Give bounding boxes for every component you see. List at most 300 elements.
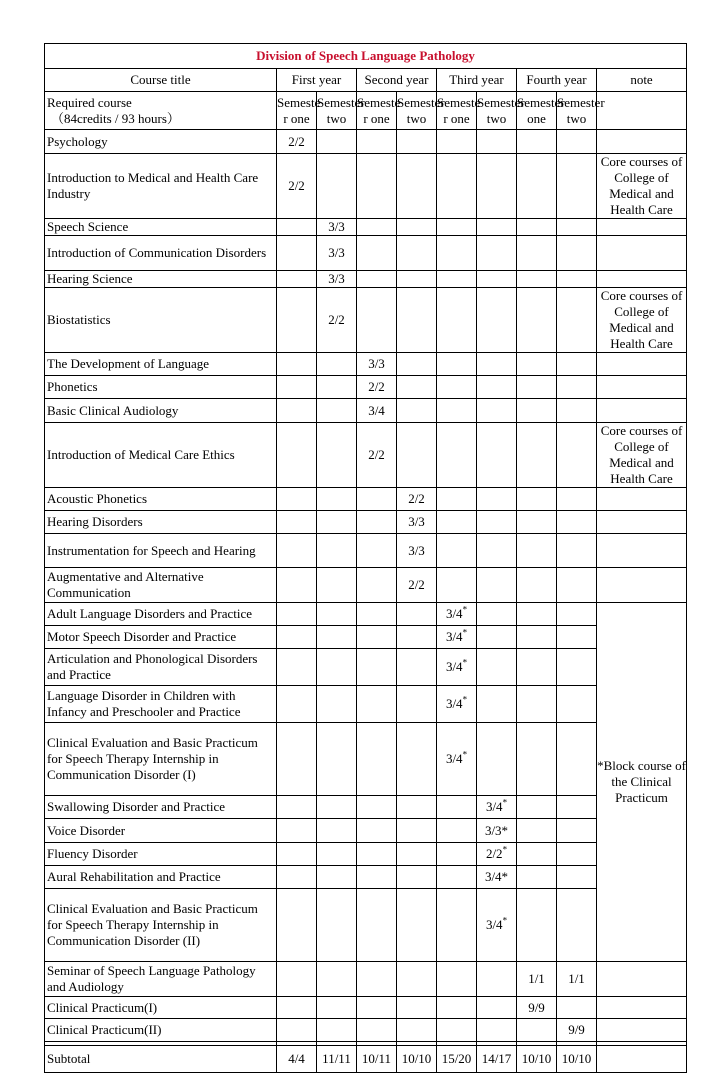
empty-cell — [317, 603, 357, 626]
empty-cell — [357, 962, 397, 997]
empty-cell — [357, 866, 397, 889]
empty-cell — [517, 219, 557, 236]
empty-cell — [277, 819, 317, 843]
course-row — [45, 962, 687, 997]
semester-header: Semester two — [477, 92, 517, 130]
semester-header: Semester two — [557, 92, 597, 130]
subtotal-value: 10/10 — [397, 1046, 437, 1073]
empty-cell — [477, 997, 517, 1019]
empty-cell — [357, 534, 397, 568]
credit-value: 3/3* — [484, 822, 509, 838]
empty-cell — [357, 843, 397, 866]
empty-cell — [277, 376, 317, 399]
empty-cell — [357, 603, 397, 626]
empty-cell — [357, 130, 397, 154]
semester-header: Semester one — [517, 92, 557, 130]
empty-cell — [557, 843, 597, 866]
empty-cell — [397, 353, 437, 376]
credit-cell — [477, 819, 517, 843]
credit-cell — [357, 353, 397, 376]
empty-cell — [557, 723, 597, 796]
course-row — [45, 1019, 687, 1042]
empty-cell — [437, 568, 477, 603]
course-name: Clinical Evaluation and Basic Practicum for Speech Therapy Internship in Communication Disorder (I) — [45, 723, 277, 796]
credit-value: 2/2 — [288, 178, 305, 193]
subtotal-row — [45, 1046, 687, 1073]
empty-cell — [557, 997, 597, 1019]
note-cell — [597, 511, 687, 534]
empty-cell — [277, 534, 317, 568]
empty-cell — [397, 154, 437, 219]
empty-cell — [277, 271, 317, 288]
empty-cell — [477, 686, 517, 723]
empty-cell — [277, 866, 317, 889]
credit-cell — [277, 154, 317, 219]
empty-cell — [517, 423, 557, 488]
note-cell — [597, 376, 687, 399]
credit-value: 2/2 — [328, 312, 345, 327]
credit-cell — [437, 723, 477, 796]
course-row — [45, 843, 687, 866]
course-name: Hearing Science — [45, 271, 277, 288]
empty-cell — [357, 511, 397, 534]
course-row — [45, 626, 687, 649]
block-course-note: *Block course of the Clinical Practicum — [597, 603, 687, 962]
subtotal-value: 10/10 — [517, 1046, 557, 1073]
empty-cell — [557, 399, 597, 423]
empty-cell — [477, 626, 517, 649]
credit-cell — [397, 511, 437, 534]
subtotal-value: 15/20 — [437, 1046, 477, 1073]
course-row — [45, 796, 687, 819]
empty-cell — [517, 843, 557, 866]
empty-cell — [517, 796, 557, 819]
semester-header: Semeste r one — [277, 92, 317, 130]
empty-cell — [517, 130, 557, 154]
empty-cell — [277, 288, 317, 353]
empty-cell — [357, 568, 397, 603]
course-row — [45, 399, 687, 423]
credit-value: 3/3 — [408, 514, 425, 529]
empty-cell — [477, 649, 517, 686]
credit-value: 3/4 — [485, 799, 503, 814]
course-name: The Development of Language — [45, 353, 277, 376]
subtotal-value: 10/10 — [557, 1046, 597, 1073]
empty-cell — [437, 488, 477, 511]
empty-cell — [317, 686, 357, 723]
empty-cell — [477, 376, 517, 399]
course-name: Basic Clinical Audiology — [45, 399, 277, 423]
empty-cell — [557, 271, 597, 288]
empty-cell — [557, 130, 597, 154]
empty-cell — [277, 219, 317, 236]
empty-cell — [437, 1019, 477, 1042]
empty-cell — [397, 997, 437, 1019]
course-row — [45, 288, 687, 353]
empty-cell — [397, 686, 437, 723]
empty-cell — [357, 819, 397, 843]
credit-cell — [477, 843, 517, 866]
block-course-mark: * — [462, 694, 468, 705]
empty-cell — [437, 271, 477, 288]
empty-cell — [477, 236, 517, 271]
empty-cell — [397, 843, 437, 866]
empty-cell — [517, 686, 557, 723]
empty-cell — [357, 649, 397, 686]
credit-value: 3/4 — [368, 402, 385, 418]
credit-cell — [477, 796, 517, 819]
course-row — [45, 353, 687, 376]
course-name: Motor Speech Disorder and Practice — [45, 626, 277, 649]
empty-cell — [517, 236, 557, 271]
credit-value: 3/4 — [445, 606, 463, 621]
empty-cell — [357, 723, 397, 796]
credit-value: 2/2 — [408, 577, 425, 592]
empty-cell — [437, 423, 477, 488]
note-cell — [597, 219, 687, 236]
empty-cell — [477, 154, 517, 219]
core-course-note: Core courses of College of Medical and Health Care — [597, 288, 687, 353]
empty-cell — [517, 271, 557, 288]
note-cell — [597, 353, 687, 376]
empty-cell — [517, 488, 557, 511]
empty-cell — [277, 236, 317, 271]
empty-cell — [437, 866, 477, 889]
empty-cell — [477, 353, 517, 376]
empty-cell — [437, 962, 477, 997]
empty-cell — [557, 626, 597, 649]
empty-cell — [277, 353, 317, 376]
empty-cell — [317, 997, 357, 1019]
empty-cell — [357, 219, 397, 236]
empty-cell — [557, 376, 597, 399]
empty-cell — [277, 488, 317, 511]
credit-cell — [437, 626, 477, 649]
empty-cell — [517, 819, 557, 843]
course-name: Language Disorder in Children with Infancy and Preschooler and Practice — [45, 686, 277, 723]
required-course-label: Required course — [47, 94, 132, 110]
subtotal-label: Subtotal — [45, 1046, 277, 1073]
empty-cell — [437, 219, 477, 236]
course-row — [45, 686, 687, 723]
empty-cell — [397, 130, 437, 154]
empty-cell — [397, 649, 437, 686]
empty-cell — [357, 796, 397, 819]
empty-cell — [277, 1019, 317, 1042]
empty-cell — [517, 568, 557, 603]
course-name: Introduction of Communication Disorders — [45, 236, 277, 271]
credit-cell — [357, 423, 397, 488]
note-header: note — [597, 69, 687, 92]
empty-cell — [477, 534, 517, 568]
credit-cell — [357, 399, 397, 423]
empty-cell — [317, 568, 357, 603]
credit-value: 3/3 — [328, 219, 345, 234]
empty-cell — [477, 511, 517, 534]
empty-cell — [437, 376, 477, 399]
empty-cell — [277, 649, 317, 686]
empty-cell — [437, 353, 477, 376]
course-row — [45, 649, 687, 686]
empty-cell — [557, 534, 597, 568]
credit-cell — [357, 376, 397, 399]
empty-cell — [357, 236, 397, 271]
empty-cell — [477, 399, 517, 423]
course-name: Psychology — [45, 130, 277, 154]
first-year-header: First year — [277, 69, 357, 92]
empty-cell — [317, 376, 357, 399]
empty-cell — [317, 154, 357, 219]
credit-value: 3/4 — [485, 917, 503, 932]
credit-cell — [317, 236, 357, 271]
empty-cell — [557, 889, 597, 962]
credit-cell — [437, 686, 477, 723]
third-year-header: Third year — [437, 69, 517, 92]
block-course-mark: * — [502, 797, 508, 808]
empty-cell — [397, 796, 437, 819]
block-course-mark: * — [462, 657, 468, 668]
empty-cell — [397, 376, 437, 399]
empty-cell — [517, 353, 557, 376]
empty-cell — [557, 154, 597, 219]
course-row — [45, 568, 687, 603]
credit-cell — [397, 568, 437, 603]
empty-cell — [517, 603, 557, 626]
credit-cell — [317, 288, 357, 353]
note-cell — [597, 534, 687, 568]
course-name: Clinical Practicum(II) — [45, 1019, 277, 1042]
course-name: Seminar of Speech Language Pathology and Audiology — [45, 962, 277, 997]
credit-value: 2/2 — [485, 846, 503, 861]
block-course-mark: * — [462, 604, 468, 615]
empty-cell — [517, 399, 557, 423]
note-cell — [597, 1046, 687, 1073]
empty-cell — [477, 288, 517, 353]
empty-cell — [477, 603, 517, 626]
course-name: Voice Disorder — [45, 819, 277, 843]
empty-cell — [437, 843, 477, 866]
empty-cell — [277, 843, 317, 866]
empty-cell — [517, 376, 557, 399]
empty-cell — [477, 271, 517, 288]
course-row — [45, 423, 687, 488]
course-name: Aural Rehabilitation and Practice — [45, 866, 277, 889]
credit-cell — [557, 1019, 597, 1042]
empty-cell — [397, 723, 437, 796]
empty-cell — [557, 649, 597, 686]
empty-cell — [557, 511, 597, 534]
course-row — [45, 130, 687, 154]
course-name: Biostatistics — [45, 288, 277, 353]
semester-header: Semeste r one — [437, 92, 477, 130]
empty-cell — [557, 488, 597, 511]
course-title-header: Course title — [45, 69, 277, 92]
credit-value: 3/4 — [445, 696, 463, 711]
second-year-header: Second year — [357, 69, 437, 92]
empty-cell — [317, 130, 357, 154]
course-row — [45, 866, 687, 889]
empty-cell — [277, 626, 317, 649]
empty-cell — [317, 1019, 357, 1042]
empty-cell — [277, 962, 317, 997]
credit-value: 3/4 — [445, 659, 463, 674]
empty-cell — [317, 866, 357, 889]
empty-cell — [557, 353, 597, 376]
credit-cell — [317, 271, 357, 288]
subtotal-value: 10/11 — [357, 1046, 397, 1073]
credit-cell — [437, 649, 477, 686]
empty-cell — [437, 534, 477, 568]
credit-cell — [397, 534, 437, 568]
empty-cell — [517, 626, 557, 649]
course-row — [45, 997, 687, 1019]
curriculum-table — [44, 43, 687, 1073]
course-name: Clinical Practicum(I) — [45, 997, 277, 1019]
course-name: Instrumentation for Speech and Hearing — [45, 534, 277, 568]
empty-cell — [477, 962, 517, 997]
credit-value: 9/9 — [528, 999, 545, 1015]
course-row — [45, 723, 687, 796]
credit-value: 2/2 — [368, 447, 385, 462]
credit-value: 2/2 — [408, 491, 425, 506]
empty-cell — [357, 997, 397, 1019]
empty-cell — [317, 626, 357, 649]
empty-cell — [517, 154, 557, 219]
core-course-note: Core courses of College of Medical and Health Care — [597, 423, 687, 488]
note-cell — [597, 271, 687, 288]
empty-cell — [397, 219, 437, 236]
empty-cell — [277, 889, 317, 962]
empty-cell — [517, 1019, 557, 1042]
subtotal-value: 11/11 — [317, 1046, 357, 1073]
empty-cell — [397, 423, 437, 488]
empty-cell — [557, 568, 597, 603]
table-title: Division of Speech Language Pathology — [45, 44, 687, 69]
empty-cell — [397, 399, 437, 423]
course-name: Fluency Disorder — [45, 843, 277, 866]
course-row — [45, 603, 687, 626]
course-row — [45, 219, 687, 236]
credit-cell — [477, 889, 517, 962]
empty-cell — [317, 649, 357, 686]
note-cell — [597, 488, 687, 511]
note-cell — [597, 568, 687, 603]
empty-cell — [397, 271, 437, 288]
empty-cell — [317, 399, 357, 423]
course-name: Acoustic Phonetics — [45, 488, 277, 511]
empty-cell — [317, 723, 357, 796]
empty-cell — [317, 423, 357, 488]
course-row — [45, 154, 687, 219]
course-name: Swallowing Disorder and Practice — [45, 796, 277, 819]
credit-value: 3/3 — [328, 271, 345, 286]
empty-cell — [477, 568, 517, 603]
empty-cell — [397, 819, 437, 843]
empty-cell — [397, 962, 437, 997]
note-cell — [597, 1019, 687, 1042]
empty-cell — [437, 399, 477, 423]
credit-value: 3/4 — [445, 751, 463, 766]
note-cell — [597, 997, 687, 1019]
course-row — [45, 271, 687, 288]
empty-cell — [317, 353, 357, 376]
credit-cell — [517, 997, 557, 1019]
empty-cell — [517, 288, 557, 353]
empty-cell — [317, 962, 357, 997]
empty-cell — [557, 219, 597, 236]
empty-cell — [397, 1019, 437, 1042]
semester-header: Semester two — [317, 92, 357, 130]
empty-cell — [557, 236, 597, 271]
note-cell — [597, 130, 687, 154]
empty-cell — [517, 723, 557, 796]
empty-cell — [557, 686, 597, 723]
credit-cell — [477, 866, 517, 889]
semester-header: Semeste r one — [357, 92, 397, 130]
empty-cell — [317, 534, 357, 568]
subtotal-value: 14/17 — [477, 1046, 517, 1073]
empty-cell — [437, 511, 477, 534]
empty-cell — [477, 488, 517, 511]
course-row — [45, 511, 687, 534]
empty-cell — [517, 511, 557, 534]
empty-cell — [317, 511, 357, 534]
empty-cell — [437, 154, 477, 219]
empty-cell — [317, 488, 357, 511]
empty-cell — [477, 219, 517, 236]
required-course-header — [45, 92, 277, 130]
fourth-year-header: Fourth year — [517, 69, 597, 92]
credit-value: 2/2 — [368, 379, 385, 394]
credit-value: 3/4 — [445, 629, 463, 644]
empty-cell — [317, 889, 357, 962]
empty-cell — [517, 889, 557, 962]
empty-cell — [277, 723, 317, 796]
credit-cell — [277, 130, 317, 154]
course-row — [45, 376, 687, 399]
empty-cell — [477, 423, 517, 488]
empty-cell — [437, 889, 477, 962]
empty-cell — [317, 796, 357, 819]
empty-cell — [397, 626, 437, 649]
empty-cell — [357, 889, 397, 962]
empty-cell — [397, 889, 437, 962]
block-course-mark: * — [502, 915, 508, 926]
empty-cell — [357, 271, 397, 288]
empty-cell — [357, 1019, 397, 1042]
empty-cell — [277, 568, 317, 603]
empty-cell — [397, 603, 437, 626]
credit-value: 3/4* — [484, 869, 509, 884]
block-course-mark: * — [462, 627, 468, 638]
subtotal-value: 4/4 — [277, 1046, 317, 1073]
empty-cell — [517, 649, 557, 686]
empty-cell — [437, 288, 477, 353]
course-name: Speech Science — [45, 219, 277, 236]
empty-cell — [357, 686, 397, 723]
empty-cell — [437, 997, 477, 1019]
course-name: Hearing Disorders — [45, 511, 277, 534]
empty-cell — [557, 603, 597, 626]
empty-cell — [557, 796, 597, 819]
course-name: Clinical Evaluation and Basic Practicum for Speech Therapy Internship in Communication Disorder (II) — [45, 889, 277, 962]
credit-value: 3/3 — [328, 245, 345, 260]
credit-cell: 1/1 — [517, 962, 557, 997]
course-row — [45, 488, 687, 511]
block-course-mark: * — [502, 844, 508, 855]
core-course-note: Core courses of College of Medical and Health Care — [597, 154, 687, 219]
empty-cell — [277, 399, 317, 423]
